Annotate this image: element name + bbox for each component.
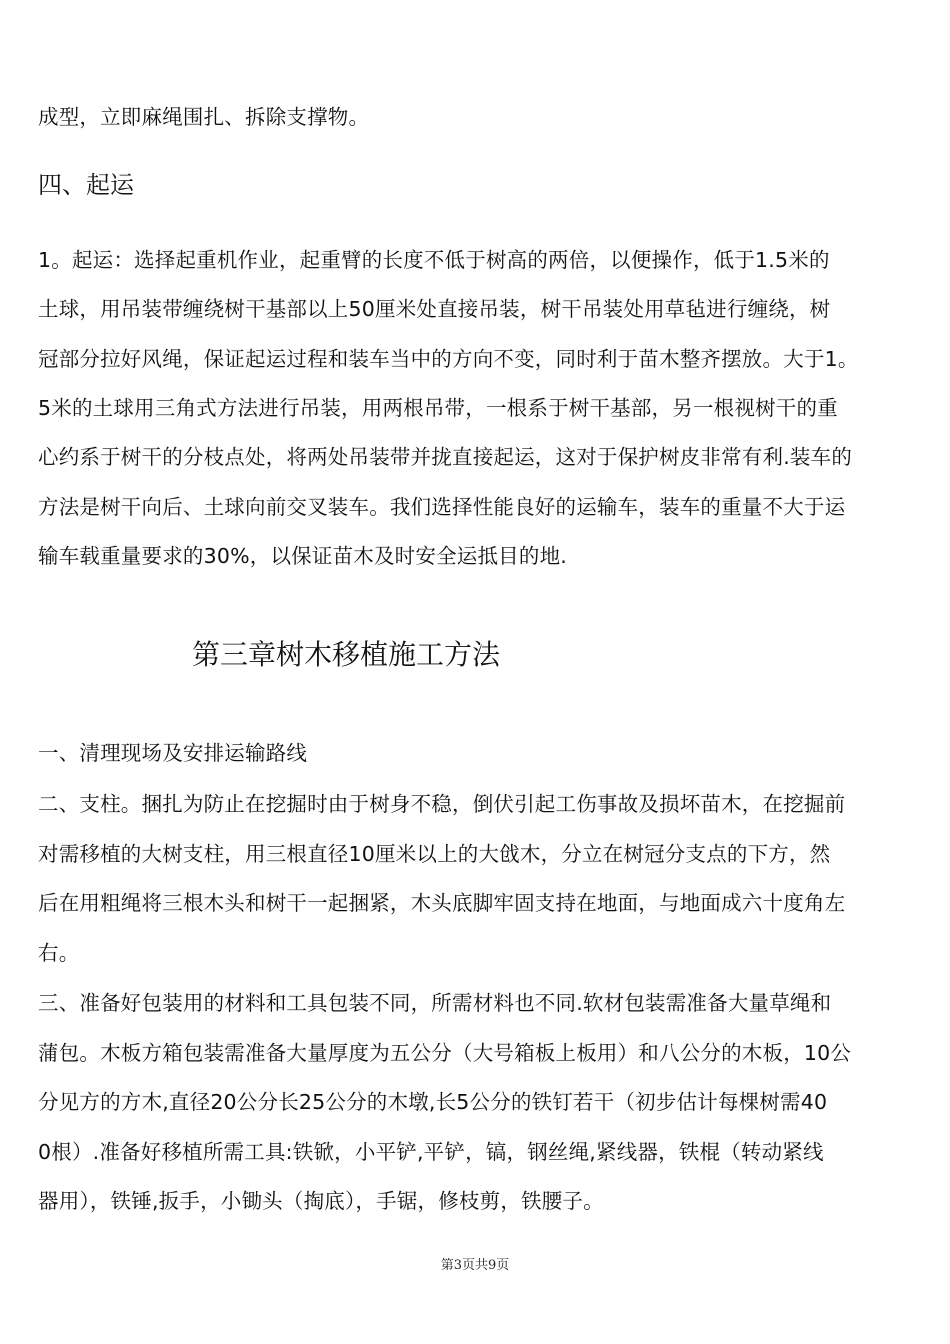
paragraph-line: 心约系于树干的分枝点处，将两处吊装带并拢直接起运，这对于保护树皮非常有利.装车的 — [38, 445, 853, 469]
chapter-title: 第三章树木移植施工方法 — [192, 638, 501, 671]
paragraph-line: 三、准备好包装用的材料和工具包装不同，所需材料也不同.软材包装需准备大量草绳和 — [38, 991, 832, 1015]
paragraph-line: 蒲包。木板方箱包装需准备大量厚度为五公分（大号箱板上板用）和八公分的木板，10公 — [38, 1041, 852, 1065]
section-heading-lifting: 四、起运 — [38, 171, 134, 199]
paragraph-line: 5米的土球用三角式方法进行吊装，用两根吊带，一根系于树干基部，另一根视树干的重 — [38, 396, 838, 420]
paragraph-line: 右。 — [38, 941, 80, 965]
page-number-footer: 第3页共9页 — [440, 1258, 510, 1273]
paragraph-line: 器用），铁锤,扳手，小锄头（掏底），手锯，修枝剪，铁腰子。 — [38, 1189, 604, 1213]
paragraph-line: 二、支柱。捆扎为防止在挖掘时由于树身不稳，倒伏引起工伤事故及损坏苗木，在挖掘前 — [38, 792, 846, 816]
paragraph-line: 冠部分拉好风绳，保证起运过程和装车当中的方向不变，同时利于苗木整齐摆放。大于1。 — [38, 347, 859, 371]
paragraph-line: 1。起运：选择起重机作业，起重臂的长度不低于树高的两倍，以便操作，低于1.5米的 — [38, 248, 830, 272]
paragraph-line: 后在用粗绳将三根木头和树干一起捆紧，木头底脚牢固支持在地面，与地面成六十度角左 — [38, 891, 846, 915]
paragraph-line: 分见方的方木,直径20公分长25公分的木墩,长5公分的铁钉若干（初步估计每棵树需40 — [38, 1090, 828, 1114]
list-item: 一、清理现场及安排运输路线 — [38, 741, 308, 765]
paragraph-line: 土球，用吊装带缠绕树干基部以上50厘米处直接吊装，树干吊装处用草毡进行缠绕，树 — [38, 297, 831, 321]
paragraph-line: 方法是树干向后、土球向前交叉装车。我们选择性能良好的运输车，装车的重量不大于运 — [38, 495, 846, 519]
paragraph-line: 0根）.准备好移植所需工具:铁锨，小平铲,平铲，镐，钢丝绳,紧线器，铁棍（转动紧线 — [38, 1140, 824, 1164]
paragraph-line: 成型，立即麻绳围扎、拆除支撑物。 — [38, 105, 370, 129]
paragraph-line: 输车载重量要求的30%，以保证苗木及时安全运抵目的地. — [38, 544, 567, 568]
paragraph-line: 对需移植的大树支柱，用三根直径10厘米以上的大戗木，分立在树冠分支点的下方，然 — [38, 842, 831, 866]
